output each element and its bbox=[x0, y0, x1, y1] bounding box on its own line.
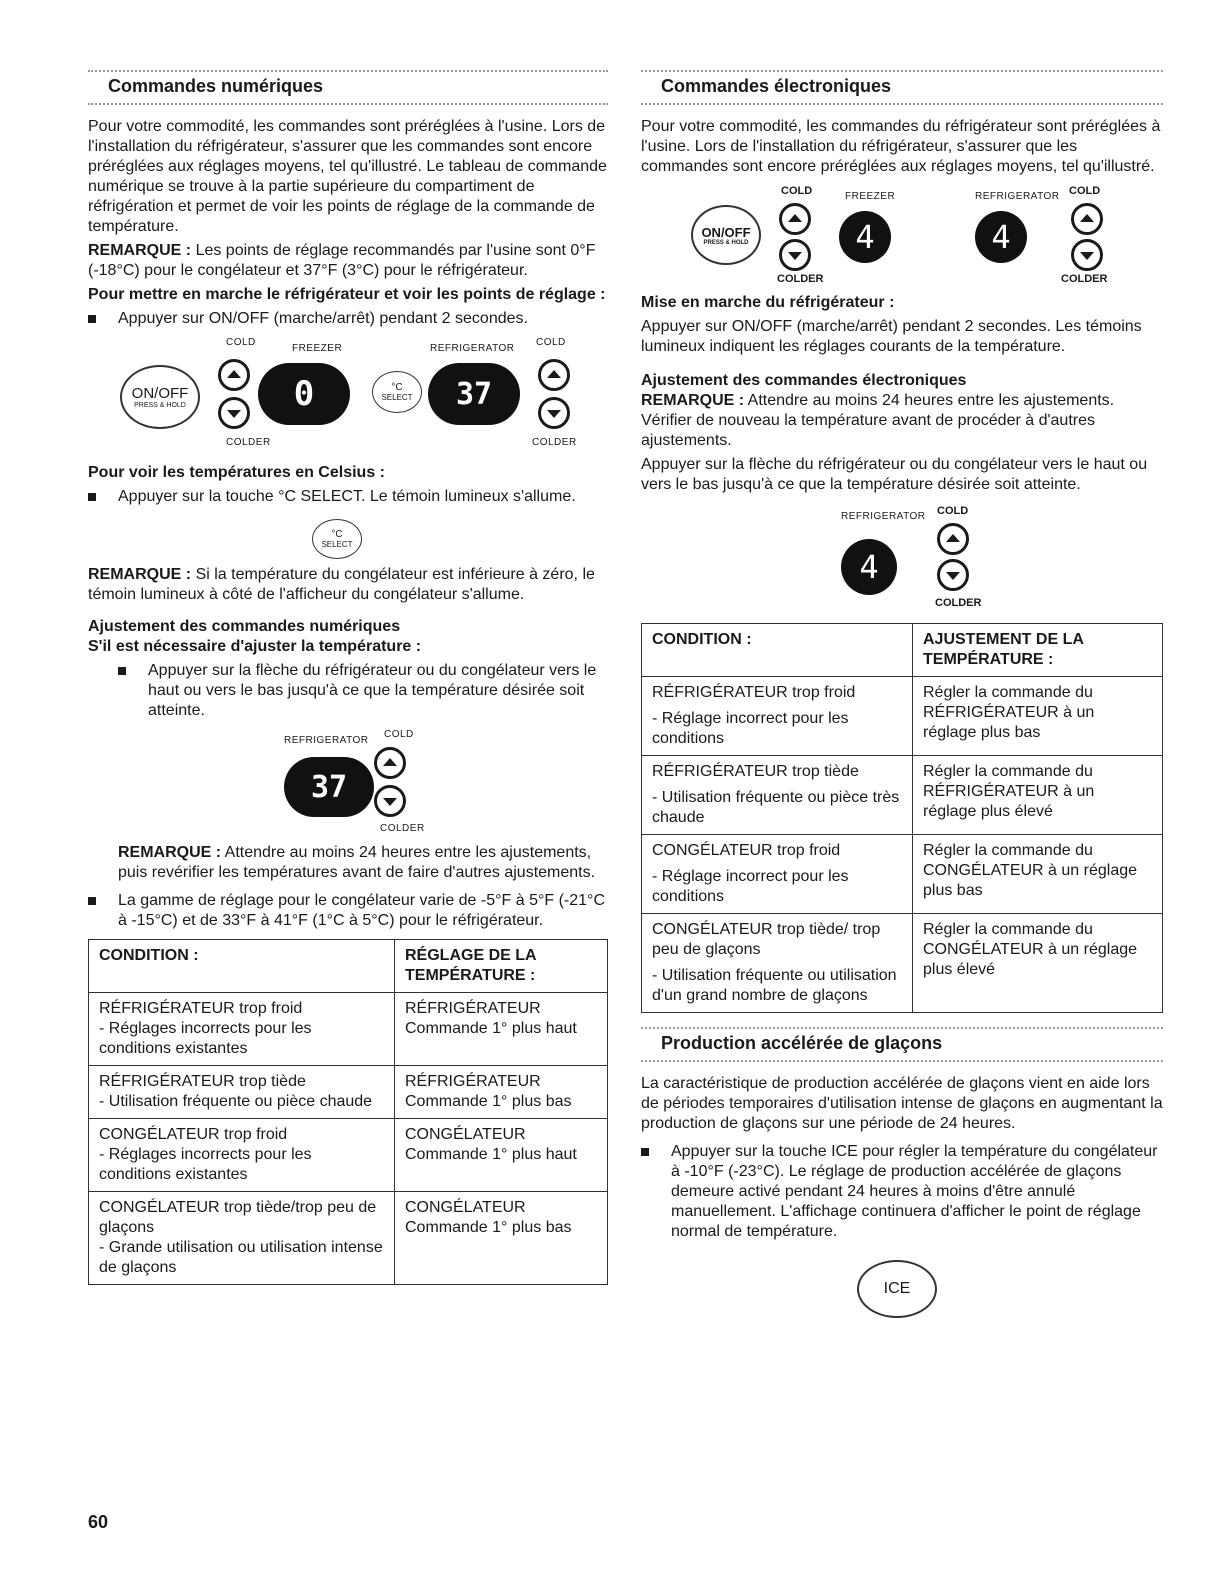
note-text: Attendre au moins 24 heures entre les ajustements. Vérifier de nouveau la température avant de procéder à d'autres ajustements. bbox=[641, 392, 1115, 449]
press-hold-label: PRESS & HOLD bbox=[703, 239, 749, 246]
bullet-list bbox=[641, 1142, 1163, 1242]
bullet-item: La gamme de réglage pour le congélateur varie de -5°F à 5°F (-21°C à -15°C) et de 33°F à 41°F (1°C à 5°C) pour le réfrigérateur. bbox=[88, 891, 608, 931]
on-off-button[interactable] bbox=[120, 365, 200, 429]
subheading-start: Pour mettre en marche le réfrigérateur et voir les points de réglage : bbox=[88, 286, 606, 303]
chevron-up-icon bbox=[1077, 209, 1097, 229]
refrigerator-down-arrow-button[interactable] bbox=[538, 397, 570, 429]
table-row bbox=[642, 914, 1163, 1013]
electronic-control-panel bbox=[641, 181, 1163, 289]
note-paragraph bbox=[88, 565, 608, 605]
setting-cell bbox=[395, 1192, 608, 1285]
table-row bbox=[642, 677, 1163, 756]
setting-title: CONGÉLATEUR bbox=[405, 1199, 526, 1216]
refrigerator-display: 37 bbox=[428, 363, 520, 425]
condition-title: RÉFRIGÉRATEUR trop tiède bbox=[99, 1073, 306, 1090]
setting-cell bbox=[395, 1119, 608, 1192]
setting-title: RÉFRIGÉRATEUR bbox=[405, 1073, 541, 1090]
bullet-item: Appuyer sur ON/OFF (marche/arrêt) pendant 2 secondes. bbox=[88, 309, 608, 329]
freezer-up-arrow-button[interactable] bbox=[218, 359, 250, 391]
setting-cell: Régler la commande du CONGÉLATEUR à un réglage plus élevé bbox=[913, 914, 1163, 1013]
refrigerator-adjust-figure bbox=[641, 499, 1163, 617]
intro-paragraph: Pour votre commodité, les commandes sont préréglées à l'usine. Lors de l'installation du réfrigérateur, s'assurer que les commandes sont encore préréglées aux réglages moyens, tel qu'illustré. Le tableau de commande numérique se trouve à la partie supérieure du compartiment de réfrigération et permet de voir les points de réglage de la commande de température. bbox=[88, 118, 607, 235]
refrigerator-label: REFRIGERATOR bbox=[430, 343, 515, 354]
refrigerator-up-arrow-button[interactable] bbox=[937, 523, 969, 555]
condition-cell bbox=[642, 835, 913, 914]
condition-detail: - Utilisation fréquente ou pièce très chaude bbox=[652, 789, 900, 826]
condition-title: CONGÉLATEUR trop tiède/ trop peu de glaçons bbox=[652, 921, 881, 958]
note-paragraph bbox=[88, 241, 608, 281]
bullet-list bbox=[88, 891, 608, 931]
on-off-label: ON/OFF bbox=[701, 224, 751, 240]
condition-detail: - Utilisation fréquente ou pièce chaude bbox=[99, 1093, 373, 1110]
quick-ice-paragraph: La caractéristique de production accélérée de glaçons vient en aide lors de périodes temporaires d'utilisation intense de glaçons en augmentant la production de glaçons sur une période de 24 heures. bbox=[641, 1075, 1163, 1132]
condition-title: RÉFRIGÉRATEUR trop froid bbox=[99, 1000, 303, 1017]
condition-cell bbox=[89, 1119, 395, 1192]
refrigerator-down-arrow-button[interactable] bbox=[374, 785, 406, 817]
condition-cell bbox=[89, 1066, 395, 1119]
setting-cell: Régler la commande du RÉFRIGÉRATEUR à un réglage plus élevé bbox=[913, 756, 1163, 835]
note-label: REMARQUE : bbox=[88, 242, 192, 259]
celsius-symbol: °C bbox=[391, 382, 403, 393]
colder-label: COLDER bbox=[777, 273, 824, 285]
setting-detail: Commande 1° plus haut bbox=[405, 1146, 577, 1163]
colder-label: COLDER bbox=[226, 437, 271, 448]
condition-title: CONGÉLATEUR trop tiède/trop peu de glaçons bbox=[99, 1199, 377, 1236]
freezer-display: 4 bbox=[839, 211, 891, 263]
table-row bbox=[89, 993, 608, 1066]
table-row bbox=[89, 1066, 608, 1119]
ice-button[interactable] bbox=[857, 1260, 937, 1318]
bullet-item: Appuyer sur la flèche du réfrigérateur ou du congélateur vers le haut ou vers le bas jusqu'à ce que la température désirée soit atteinte. bbox=[118, 661, 608, 721]
chevron-down-icon bbox=[1077, 245, 1097, 265]
subheading-adjust: Ajustement des commandes numériques bbox=[88, 618, 401, 635]
condition-cell bbox=[642, 756, 913, 835]
chevron-down-icon bbox=[380, 791, 400, 811]
condition-cell bbox=[642, 677, 913, 756]
table-row bbox=[89, 1119, 608, 1192]
condition-detail: - Grande utilisation ou utilisation intense de glaçons bbox=[99, 1239, 383, 1276]
freezer-down-arrow-button[interactable] bbox=[218, 397, 250, 429]
setting-cell bbox=[395, 993, 608, 1066]
refrigerator-label: REFRIGERATOR bbox=[284, 735, 369, 746]
chevron-up-icon bbox=[785, 209, 805, 229]
condition-detail: - Réglages incorrects pour les conditions existantes bbox=[99, 1020, 312, 1057]
table-row bbox=[642, 835, 1163, 914]
adjust-paragraph: Appuyer sur la flèche du réfrigérateur ou du congélateur vers le haut ou vers le bas jusqu'à ce que la température désirée soit atteinte. bbox=[641, 456, 1148, 493]
note-text: Les points de réglage recommandés par l'usine sont 0°F (-18°C) pour le congélateur et 37°F (3°C) pour le réfrigérateur. bbox=[88, 242, 596, 279]
freezer-label: FREEZER bbox=[292, 343, 343, 354]
colder-label: COLDER bbox=[532, 437, 577, 448]
condition-title: RÉFRIGÉRATEUR trop froid bbox=[652, 684, 856, 701]
refrigerator-up-arrow-button[interactable] bbox=[1071, 203, 1103, 235]
cold-label: COLD bbox=[226, 337, 256, 348]
subheading-if-needed: S'il est nécessaire d'ajuster la température : bbox=[88, 638, 422, 655]
table-header-row bbox=[89, 940, 608, 993]
freezer-display: 0 bbox=[258, 363, 350, 425]
bullet-item: Appuyer sur la touche °C SELECT. Le témoin lumineux s'allume. bbox=[88, 487, 608, 507]
bullet-list bbox=[88, 309, 608, 329]
cold-label: COLD bbox=[536, 337, 566, 348]
section-heading-electronic-controls: Commandes électroniques bbox=[641, 70, 1163, 105]
celsius-select-button[interactable] bbox=[312, 519, 362, 559]
subheading-start: Mise en marche du réfrigérateur : bbox=[641, 294, 895, 311]
chevron-up-icon bbox=[380, 753, 400, 773]
select-label: SELECT bbox=[381, 393, 413, 402]
setting-cell bbox=[395, 1066, 608, 1119]
refrigerator-display: 37 bbox=[284, 757, 374, 817]
refrigerator-display: 4 bbox=[975, 211, 1027, 263]
note-label: REMARQUE : bbox=[88, 566, 192, 583]
digital-adjust-table bbox=[88, 939, 608, 1285]
table-row bbox=[642, 756, 1163, 835]
condition-cell bbox=[642, 914, 913, 1013]
chevron-down-icon bbox=[785, 245, 805, 265]
bullet-list bbox=[88, 487, 608, 507]
refrigerator-label: REFRIGERATOR bbox=[841, 511, 926, 522]
condition-title: CONGÉLATEUR trop froid bbox=[99, 1126, 288, 1143]
note-paragraph bbox=[641, 391, 1163, 451]
press-hold-label: PRESS & HOLD bbox=[134, 402, 186, 409]
cold-label: COLD bbox=[937, 505, 969, 517]
note-paragraph bbox=[118, 843, 608, 883]
section-heading-quick-ice: Production accélérée de glaçons bbox=[641, 1027, 1163, 1062]
setting-detail: Commande 1° plus bas bbox=[405, 1093, 572, 1110]
condition-detail: - Utilisation fréquente ou utilisation d'un grand nombre de glaçons bbox=[652, 967, 897, 1004]
chevron-down-icon bbox=[224, 403, 244, 423]
refrigerator-label: REFRIGERATOR bbox=[975, 191, 1060, 202]
ice-button-figure bbox=[641, 1246, 1163, 1326]
setting-cell: Régler la commande du RÉFRIGÉRATEUR à un réglage plus bas bbox=[913, 677, 1163, 756]
subheading-adjust: Ajustement des commandes électroniques bbox=[641, 372, 967, 389]
left-column bbox=[88, 70, 608, 1285]
refrigerator-up-arrow-button[interactable] bbox=[538, 359, 570, 391]
ice-label: ICE bbox=[883, 1280, 911, 1297]
chevron-up-icon bbox=[544, 365, 564, 385]
table-header: RÉGLAGE DE LA TEMPÉRATURE : bbox=[395, 940, 608, 993]
on-off-button[interactable] bbox=[691, 205, 761, 265]
note-text: Attendre au moins 24 heures entre les ajustements, puis revérifier les températures avant de faire d'autres ajustements. bbox=[118, 844, 596, 881]
refrigerator-up-arrow-button[interactable] bbox=[374, 747, 406, 779]
condition-title: RÉFRIGÉRATEUR trop tiède bbox=[652, 763, 859, 780]
right-column bbox=[641, 70, 1163, 1326]
freezer-label: FREEZER bbox=[845, 191, 896, 202]
note-text: Si la température du congélateur est inférieure à zéro, le témoin lumineux à côté de l'afficheur du congélateur s'allume. bbox=[88, 566, 595, 603]
setting-title: CONGÉLATEUR bbox=[405, 1126, 526, 1143]
table-row bbox=[89, 1192, 608, 1285]
condition-detail: - Réglages incorrects pour les conditions existantes bbox=[99, 1146, 312, 1183]
cold-label: COLD bbox=[384, 729, 414, 740]
on-off-label: ON/OFF bbox=[131, 385, 189, 402]
setting-detail: Commande 1° plus haut bbox=[405, 1020, 577, 1037]
page-number: 60 bbox=[88, 1512, 109, 1532]
table-header: AJUSTEMENT DE LA TEMPÉRATURE : bbox=[913, 624, 1163, 677]
freezer-up-arrow-button[interactable] bbox=[779, 203, 811, 235]
chevron-down-icon bbox=[943, 565, 963, 585]
condition-cell bbox=[89, 1192, 395, 1285]
colder-label: COLDER bbox=[380, 823, 425, 834]
chevron-up-icon bbox=[224, 365, 244, 385]
digital-control-panel bbox=[88, 333, 608, 453]
condition-detail: - Réglage incorrect pour les conditions bbox=[652, 710, 849, 747]
condition-cell bbox=[89, 993, 395, 1066]
table-header: CONDITION : bbox=[89, 940, 395, 993]
colder-label: COLDER bbox=[935, 597, 982, 609]
select-label: SELECT bbox=[321, 540, 353, 549]
subheading-celsius: Pour voir les températures en Celsius : bbox=[88, 464, 385, 481]
electronic-adjust-table bbox=[641, 623, 1163, 1013]
setting-cell: Régler la commande du CONGÉLATEUR à un réglage plus bas bbox=[913, 835, 1163, 914]
freezer-down-arrow-button[interactable] bbox=[779, 239, 811, 271]
cold-label: COLD bbox=[1069, 185, 1101, 197]
table-header: CONDITION : bbox=[642, 624, 913, 677]
chevron-up-icon bbox=[943, 529, 963, 549]
table-header-row bbox=[642, 624, 1163, 677]
intro-paragraph: Pour votre commodité, les commandes du réfrigérateur sont préréglées à l'usine. Lors de l'installation du réfrigérateur, s'assurer que les commandes sont encore préréglées aux réglages moyens, tel qu'illustré. bbox=[641, 118, 1161, 175]
refrigerator-display: 4 bbox=[841, 539, 897, 595]
cold-label: COLD bbox=[781, 185, 813, 197]
bullet-list bbox=[118, 661, 608, 721]
setting-detail: Commande 1° plus bas bbox=[405, 1219, 572, 1236]
setting-title: RÉFRIGÉRATEUR bbox=[405, 1000, 541, 1017]
celsius-select-button[interactable] bbox=[372, 371, 422, 413]
section-heading-digital-controls: Commandes numériques bbox=[88, 70, 608, 105]
celsius-symbol: °C bbox=[331, 529, 343, 540]
colder-label: COLDER bbox=[1061, 273, 1108, 285]
start-paragraph: Appuyer sur ON/OFF (marche/arrêt) pendant 2 secondes. Les témoins lumineux indiquent les réglages courants de la température. bbox=[641, 318, 1142, 355]
celsius-select-figure bbox=[88, 511, 608, 561]
note-label: REMARQUE : bbox=[641, 392, 745, 409]
refrigerator-down-arrow-button[interactable] bbox=[1071, 239, 1103, 271]
bullet-item: Appuyer sur la touche ICE pour régler la température du congélateur à -10°F (-23°C). Le réglage de production accélérée de glaçons demeure activé pendant 24 heures à moins d'être annulé manuellement. L'affichage continuera d'afficher le point de réglage normal de température. bbox=[641, 1142, 1163, 1242]
note-label: REMARQUE : bbox=[118, 844, 222, 861]
refrigerator-adjust-figure bbox=[88, 725, 608, 843]
refrigerator-down-arrow-button[interactable] bbox=[937, 559, 969, 591]
condition-detail: - Réglage incorrect pour les conditions bbox=[652, 868, 849, 905]
condition-title: CONGÉLATEUR trop froid bbox=[652, 842, 841, 859]
chevron-down-icon bbox=[544, 403, 564, 423]
